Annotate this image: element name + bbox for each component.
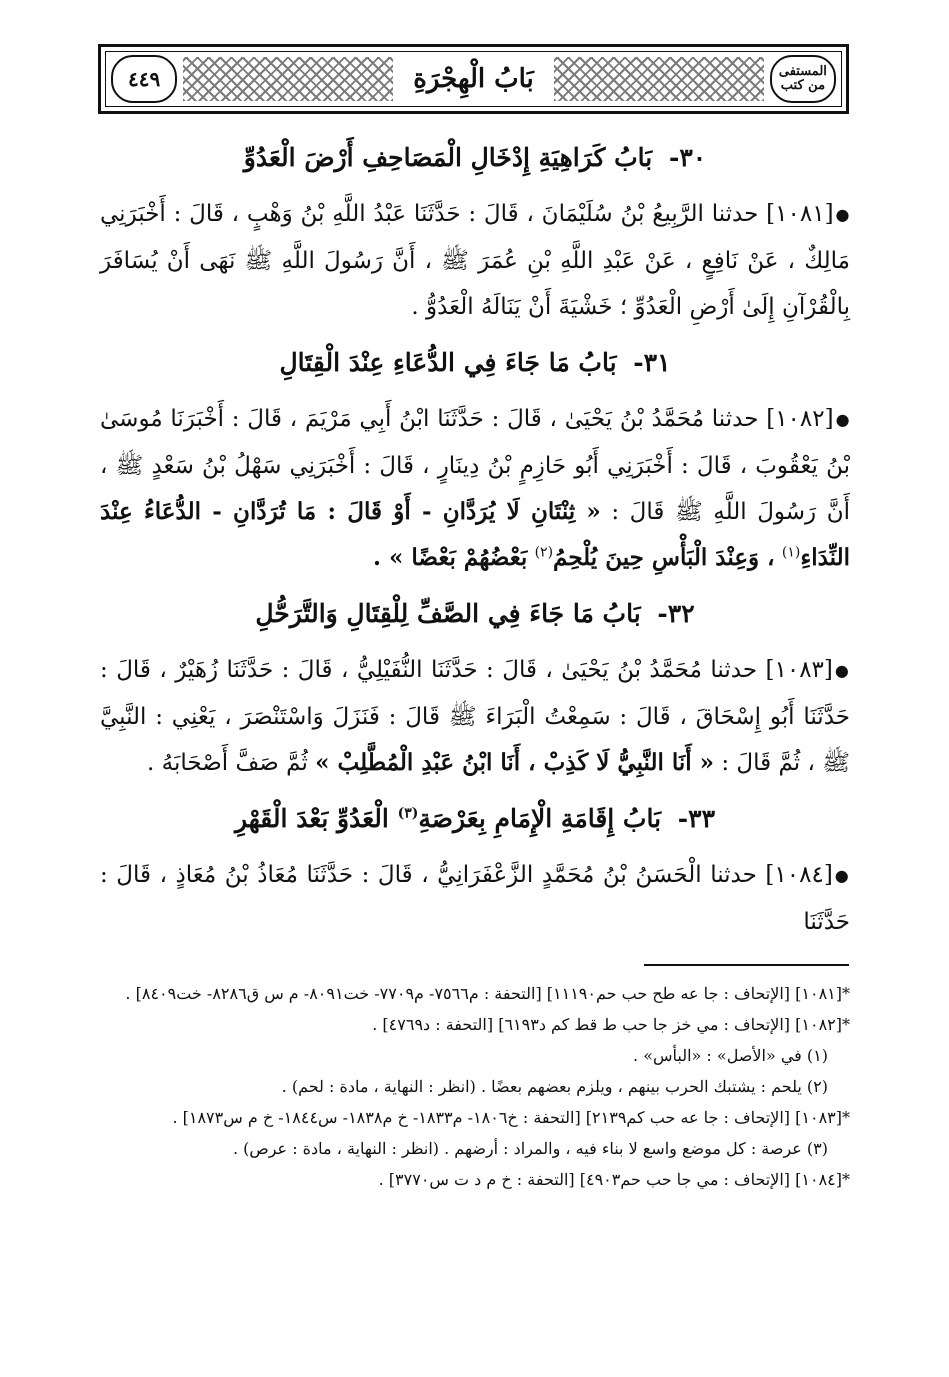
hadith-1082 [100,396,850,581]
hadith-1081 [100,191,850,330]
page-number-text: ٤٤٩ [128,67,161,91]
hadith-text: حدثنا مُحَمَّدُ بْنُ يَحْيَىٰ ، قَالَ : حَدَّثَنَا النُّفَيْلِيُّ ، قَالَ : حَدَّثَنَا زُهَيْرٌ ، قَالَ : حَدَّثَنَا أَبُو إِسْحَاقَ ، قَالَ : سَمِعْتُ الْبَرَاءَ ﷺ قَالَ : فَنَزَلَ وَاسْتَنْصَرَ ، يَعْنِي : النَّبِيَّ ﷺ ، ثُمَّ قَالَ : [100,657,850,776]
chapter-heading-31 [100,340,850,386]
page-number [111,55,177,103]
note-1082: *[١٠٨٢] [الإتحاف : مي خز جا حب ط قط كم د٦١٩٣] [التحفة : د٤٧٦٩] . [372,1015,850,1034]
running-title: بَابُ الْهِجْرَةِ [399,64,548,94]
footnotes [100,978,850,1195]
chapter-heading-30 [100,135,850,181]
footnote-ref-2: (٢) [534,544,554,561]
hadith-text-end: ثُمَّ صَفَّ أَصْحَابَهُ . [147,750,308,776]
chapter-title: بَابُ كَرَاهِيَةِ إِدْخَالِ الْمَصَاحِفِ أَرْضَ الْعَدُوِّ [243,143,653,172]
chapter-number: ٣٣- [677,804,716,833]
chapter-heading-33 [100,796,850,842]
hadith-quote: « أَنَا النَّبِيُّ لَا كَذِبْ ، أَنَا ابْنُ عَبْدِ الْمُطَّلِبْ » [315,749,715,776]
hadith-number: [١٠٨٣] [765,657,833,683]
header-ornament-left [183,57,393,101]
bullet-icon: ● [834,661,850,680]
chapter-number: ٣٢- [657,599,695,628]
logo-text: المستفى من كتب [778,63,827,93]
note-1084: *[١٠٨٤] [الإتحاف : مي جا حب حم٤٩٠٣] [التحفة : خ م د ت س٣٧٧٠] . [378,1170,850,1189]
page-header [98,44,849,114]
footnote-ref-3: (٣) [397,805,419,822]
footnote-2: (٢) يلحم : يشتبك الحرب بينهم ، ويلزم بعضهم بعضًا . (انظر : النهاية ، مادة : لحم) . [281,1077,828,1096]
hadith-text: حدثنا الْحَسَنُ بْنُ مُحَمَّدٍ الزَّعْفَرَانِيُّ ، قَالَ : حَدَّثَنَا مُعَاذُ بْنُ مُعَاذٍ ، قَالَ : حَدَّثَنَا [100,862,850,935]
chapter-title: بَابُ مَا جَاءَ فِي الدُّعَاءِ عِنْدَ الْقِتَالِ [279,348,617,377]
footnote-3: (٣) عرصة : كل موضع واسع لا بناء فيه ، والمراد : أرضهم . (انظر : النهاية ، مادة : عرص) . [232,1139,828,1158]
chapter-title: بَابُ إِقَامَةِ الْإِمَامِ بِعَرْصَةِ [418,804,662,833]
hadith-1083 [100,647,850,786]
footnote-1: (١) في «الأصل» : «البأس» . [633,1046,828,1065]
header-ornament-right [554,57,764,101]
chapter-number: ٣٠- [668,143,707,172]
footnote-ref-1: (١) [781,544,801,561]
hadith-quote-end: بَعْضُهُمْ بَعْضًا » . [373,544,528,571]
bullet-icon: ● [834,866,850,885]
bullet-icon: ● [835,205,851,224]
note-1081: *[١٠٨١] [الإتحاف : جا عه طح حب حم١١١٩٠] [التحفة : م٧٥٦٦- م٧٧٠٩- خت٨٠٩١- م س ق٨٢٨٦- خت٨٤٠٩] . [125,984,850,1003]
publisher-logo [770,55,836,103]
hadith-quote-cont: ، وَعِنْدَ الْبَأْسِ حِينَ يُلْحِمُ [553,544,775,571]
chapter-title: بَابُ مَا جَاءَ فِي الصَّفِّ لِلْقِتَالِ وَالتَّرَحُّلِ [255,599,641,628]
chapter-heading-32 [100,591,850,637]
hadith-text: حدثنا مُحَمَّدُ بْنُ يَحْيَىٰ ، قَالَ : حَدَّثَنَا ابْنُ أَبِي مَرْيَمَ ، قَالَ : أَخْبَرَنَا مُوسَىٰ بْنُ يَعْقُوبَ ، قَالَ : أَخْبَرَنِي أَبُو حَازِمٍ بْنُ دِينَارٍ ، قَالَ : أَخْبَرَنِي سَهْلُ بْنُ سَعْدٍ ﷺ ، أَنَّ رَسُولَ اللَّهِ ﷺ قَالَ : [100,406,850,525]
hadith-1084 [100,852,850,945]
note-1083: *[١٠٨٣] [الإتحاف : جا عه حب كم٢١٣٩] [التحفة : خ١٨٠٦- م١٨٣٣- خ م١٨٣٨- س١٨٤٤- خ م س١٨٧٣] . [172,1108,850,1127]
footnote-divider [644,964,849,966]
hadith-text: حدثنا الرَّبِيعُ بْنُ سُلَيْمَانَ ، قَالَ : حَدَّثَنَا عَبْدُ اللَّهِ بْنُ وَهْبٍ ، قَالَ : أَخْبَرَنِي مَالِكٌ ، عَنْ نَافِعٍ ، عَنْ عَبْدِ اللَّهِ بْنِ عُمَرَ ﷺ ، أَنَّ رَسُولَ اللَّهِ ﷺ نَهَى أَنْ يُسَافَرَ بِالْقُرْآنِ إِلَىٰ أَرْضِ الْعَدُوِّ ؛ خَشْيَةَ أَنْ يَنَالَهُ الْعَدُوُّ . [100,201,850,320]
hadith-number: [١٠٨٢] [766,406,834,432]
chapter-title-cont: الْعَدُوِّ بَعْدَ الْقَهْرِ [234,804,389,833]
main-text [100,125,850,945]
chapter-number: ٣١- [633,348,671,377]
hadith-number: [١٠٨١] [766,201,834,227]
bullet-icon: ● [835,410,851,429]
hadith-quote: « ثِنْتَانِ لَا يُرَدَّانِ - أَوْ قَالَ : مَا تُرَدَّانِ - الدُّعَاءُ عِنْدَ النِّدَاءِ [100,498,850,571]
hadith-number: [١٠٨٤] [765,862,833,888]
